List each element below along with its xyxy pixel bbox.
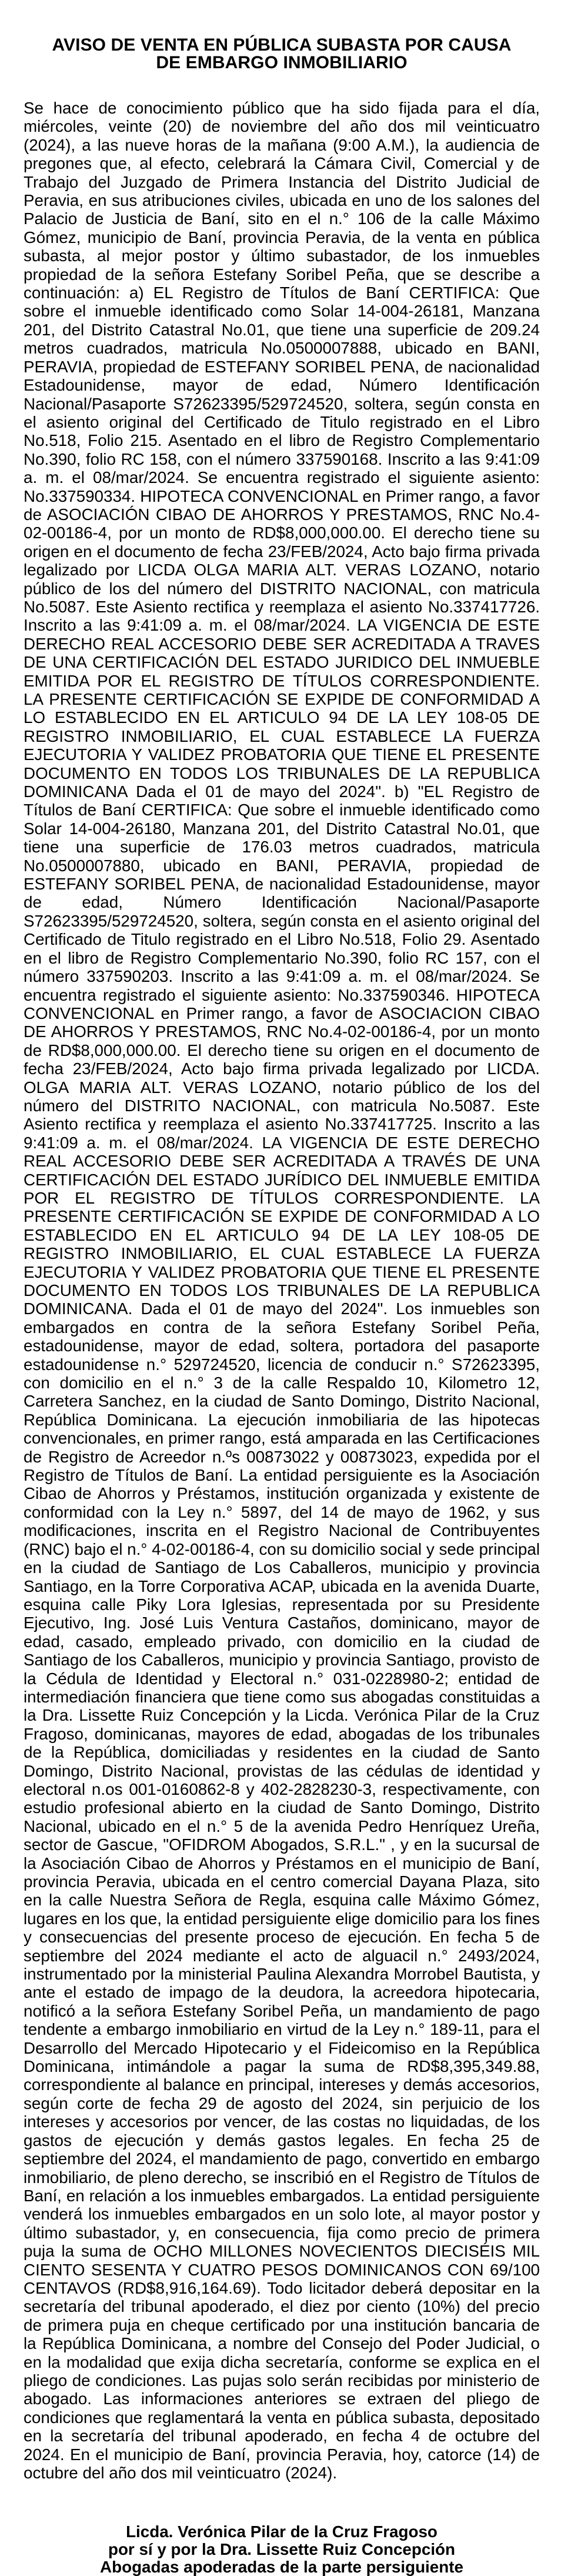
signature-block: [24, 2523, 540, 2576]
notice-body: Se hace de conocimiento público que ha sido fijada para el día, miércoles, veinte (20) de noviembre del año dos mil veinticuatro (2024), a las nueve horas de la mañana (9:00 A.M.), la audiencia de pregones que, al efecto, celebrará la Cámara Civil, Comercial y de Trabajo del Juzgado de Primera Instancia del Distrito Judicial de Peravia, en sus atribuciones civiles, ubicada en uno de los salones del Palacio de Justicia de Baní, sito en el n.° 106 de la calle Máximo Gómez, municipio de Baní, provincia Peravia, de la venta en pública subasta, al mejor postor y último subastador, de los inmuebles propiedad de la señora Estefany Soribel Peña, que se describe a continuación: a) EL Registro de Títulos de Baní CERTIFICA: Que sobre el inmueble identificado como Solar 14-004-26181, Manzana 201, del Distrito Catastral No.01, que tiene una superficie de 209.24 metros cuadrados, matricula No.0500007888, ubicado en BANI, PERAVIA, propiedad de ESTEFANY SORIBEL PENA, de nacionalidad Estadounidense, mayor de edad, Número Identificación Nacional/Pasaporte S72623395/529724520, soltera, según consta en el asiento original del Certificado de Titulo registrado en el Libro No.518, Folio 215. Asentado en el libro de Registro Complementario No.390, folio RC 158, con el número 337590168. Inscrito a las 9:41:09 a. m. el 08/mar/2024. Se encuentra registrado el siguiente asiento: No.337590334. HIPOTECA CONVENCIONAL en Primer rango, a favor de ASOCIACIÓN CIBAO DE AHORROS Y PRESTAMOS, RNC No.4-02-00186-4, por un monto de RD$8,000,000.00. El derecho tiene su origen en el documento de fecha 23/FEB/2024, Acto bajo firma privada legalizado por LICDA OLGA MARIA ALT. VERAS LOZANO, notario público de los del número del DISTRITO NACIONAL, con matricula No.5087. Este Asiento rectifica y reemplaza el asiento No.337417726. Inscrito a las 9:41:09 a. m. el 08/mar/2024. LA VIGENCIA DE ESTE DERECHO REAL ACCESORIO DEBE SER ACREDITADA A TRAVES DE UNA CERTIFICACIÓN DEL ESTADO JURIDICO DEL INMUEBLE EMITIDA POR EL REGISTRO DE TÍTULOS CORRESPONDIENTE. LA PRESENTE CERTIFICACIÓN SE EXPIDE DE CONFORMIDAD A LO ESTABLECIDO EN EL ARTICULO 94 DE LA LEY 108-05 DE REGISTRO INMOBILIARIO, EL CUAL ESTABLECE LA FUERZA EJECUTORIA Y VALIDEZ PROBATORIA QUE TIENE EL PRESENTE DOCUMENTO EN TODOS LOS TRIBUNALES DE LA REPUBLICA DOMINICANA Dada el 01 de mayo del 2024". b) "EL Registro de Títulos de Baní CERTIFICA: Que sobre el inmueble identificado como Solar 14-004-26180, Manzana 201, del Distrito Catastral No.01, que tiene una superficie de 176.03 metros cuadrados, matricula No.0500007880, ubicado en BANI, PERAVIA, propiedad de ESTEFANY SORIBEL PENA, de nacionalidad Estadounidense, mayor de edad, Número Identificación Nacional/Pasaporte S72623395/529724520, soltera, según consta en el asiento original del Certificado de Titulo registrado en el Libro No.518, Folio 29. Asentado en el libro de Registro Complementario No.390, folio RC 157, con el número 337590203. Inscrito a las 9:41:09 a. m. el 08/mar/2024. Se encuentra registrado el siguiente asiento: No.337590346. HIPOTECA CONVENCIONAL en Primer rango, a favor de ASOCIACION CIBAO DE AHORROS Y PRESTAMOS, RNC No.4-02-00186-4, por un monto de RD$8,000,000.00. El derecho tiene su origen en el documento de fecha 23/FEB/2024, Acto bajo firma privada legalizado por LICDA. OLGA MARIA ALT. VERAS LOZANO, notario público de los del número del DISTRITO NACIONAL, con matricula No.5087. Este Asiento rectifica y reemplaza el asiento No.337417725. Inscrito a las 9:41:09 a. m. el 08/mar/2024. LA VIGENCIA DE ESTE DERECHO REAL ACCESORIO DEBE SER ACREDITADA A TRAVÉS DE UNA CERTIFICACIÓN DEL ESTADO JURÍDICO DEL INMUEBLE EMITIDA POR EL REGISTRO DE TÍTULOS CORRESPONDIENTE. LA PRESENTE CERTIFICACIÓN SE EXPIDE DE CONFORMIDAD A LO ESTABLECIDO EN EL ARTICULO 94 DE LA LEY 108-05 DE REGISTRO INMOBILIARIO, EL CUAL ESTABLECE LA FUERZA EJECUTORIA Y VALIDEZ PROBATORIA QUE TIENE EL PRESENTE DOCUMENTO EN TODOS LOS TRIBUNALES DE LA REPUBLICA DOMINICANA. Dada el 01 de mayo del 2024". Los inmuebles son embargados en contra de la señora Estefany Soribel Peña, estadounidense, mayor de edad, soltera, portadora del pasaporte estadounidense n.° 529724520, licencia de conducir n.° S72623395, con domicilio en el n.° 3 de la calle Respaldo 10, Kilometro 12, Carretera Sanchez, en la ciudad de Santo Domingo, Distrito Nacional, República Dominicana. La ejecución inmobiliaria de las hipotecas convencionales, en primer rango, está amparada en las Certificaciones de Registro de Acreedor n.ºs 00873022 y 00873023, expedida por el Registro de Títulos de Baní. La entidad persiguiente es la Asociación Cibao de Ahorros y Préstamos, institución organizada y existente de conformidad con la Ley n.° 5897, del 14 de mayo de 1962, y sus modificaciones, inscrita en el Registro Nacional de Contribuyentes (RNC) bajo el n.° 4-02-00186-4, con su domicilio social y sede principal en la ciudad de Santiago de Los Caballeros, municipio y provincia Santiago, en la Torre Corporativa ACAP, ubicada en la avenida Duarte, esquina calle Piky Lora Iglesias, representada por su Presidente Ejecutivo, Ing. José Luis Ventura Castaños, dominicano, mayor de edad, casado, empleado privado, con domicilio en la ciudad de Santiago de los Caballeros, municipio y provincia Santiago, provisto de la Cédula de Identidad y Electoral n.° 031-0228980-2; entidad de intermediación financiera que tiene como sus abogadas constituidas a la Dra. Lissette Ruiz Concepción y la Licda. Verónica Pilar de la Cruz Fragoso, dominicanas, mayores de edad, abogadas de los tribunales de la República, domiciliadas y residentes en la ciudad de Santo Domingo, Distrito Nacional, provistas de las cédulas de identidad y electoral n.os 001-0160862-8 y 402-2828230-3, respectivamente, con estudio profesional abierto en la ciudad de Santo Domingo, Distrito Nacional, ubicado en el n.° 5 de la avenida Pedro Henríquez Ureña, sector de Gascue, "OFIDROM Abogados, S.R.L." , y en la sucursal de la Asociación Cibao de Ahorros y Préstamos en el municipio de Baní, provincia Peravia, ubicada en el centro comercial Dayana Plaza, sito en la calle Nuestra Señora de Regla, esquina calle Máximo Gómez, lugares en los que, la entidad persiguiente elige domicilio para los fines y consecuencias del presente proceso de ejecución. En fecha 5 de septiembre del 2024 mediante el acto de alguacil n.° 2493/2024, instrumentado por la ministerial Paulina Alexandra Morrobel Bautista, y ante el estado de impago de la deudora, la acreedora hipotecaria, notificó a la señora Estefany Soribel Peña, un mandamiento de pago tendente a embargo inmobiliario en virtud de la Ley n.° 189-11, para el Desarrollo del Mercado Hipotecario y el Fideicomiso en la República Dominicana, intimándole a pagar la suma de RD$8,395,349.88, correspondiente al balance en principal, intereses y demás accesorios, según corte de fecha 29 de agosto del 2024, sin perjuicio de los intereses y accesorios por vencer, de las costas no liquidadas, de los gastos de ejecución y demás gastos legales. En fecha 25 de septiembre del 2024, el mandamiento de pago, convertido en embargo inmobiliario, de pleno derecho, se inscribió en el Registro de Títulos de Baní, en relación a los inmuebles embargados. La entidad persiguiente venderá los inmuebles embargados en un solo lote, al mayor postor y último subastador, y, en consecuencia, fija como precio de primera puja la suma de OCHO MILLONES NOVECIENTOS DIECISÉIS MIL CIENTO SESENTA Y CUATRO PESOS DOMINICANOS CON 69/100 CENTAVOS (RD$8,916,164.69). Todo licitador deberá depositar en la secretaría del tribunal apoderado, el diez por ciento (10%) del precio de primera puja en cheque certificado por una institución bancaria de la República Dominicana, a nombre del Consejo del Poder Judicial, o en la modalidad que exija dicha secretaría, conforme se explica en el pliego de condiciones. Las pujas solo serán recibidas por ministerio de abogado. Las informaciones anteriores se extraen del pliego de condiciones que reglamentará la venta en pública subasta, depositado en la secretaría del tribunal apoderado, en fecha 4 de octubre del 2024. En el municipio de Baní, provincia Peravia, hoy, catorce (14) de octubre del año dos mil veinticuatro (2024).: [24, 99, 540, 2482]
signature-line-3: Abogadas apoderadas de la parte persiguiente: [100, 2558, 463, 2576]
signature-line-1: Licda. Verónica Pilar de la Cruz Fragoso: [126, 2522, 438, 2541]
signature-line-2: por sí y por la Dra. Lissette Ruiz Concepción: [108, 2540, 456, 2559]
notice-title: [24, 36, 540, 72]
notice-title-line-1: AVISO DE VENTA EN PÚBLICA SUBASTA POR CAUSA: [52, 35, 512, 55]
notice-title-line-2: DE EMBARGO INMOBILIARIO: [156, 53, 408, 72]
